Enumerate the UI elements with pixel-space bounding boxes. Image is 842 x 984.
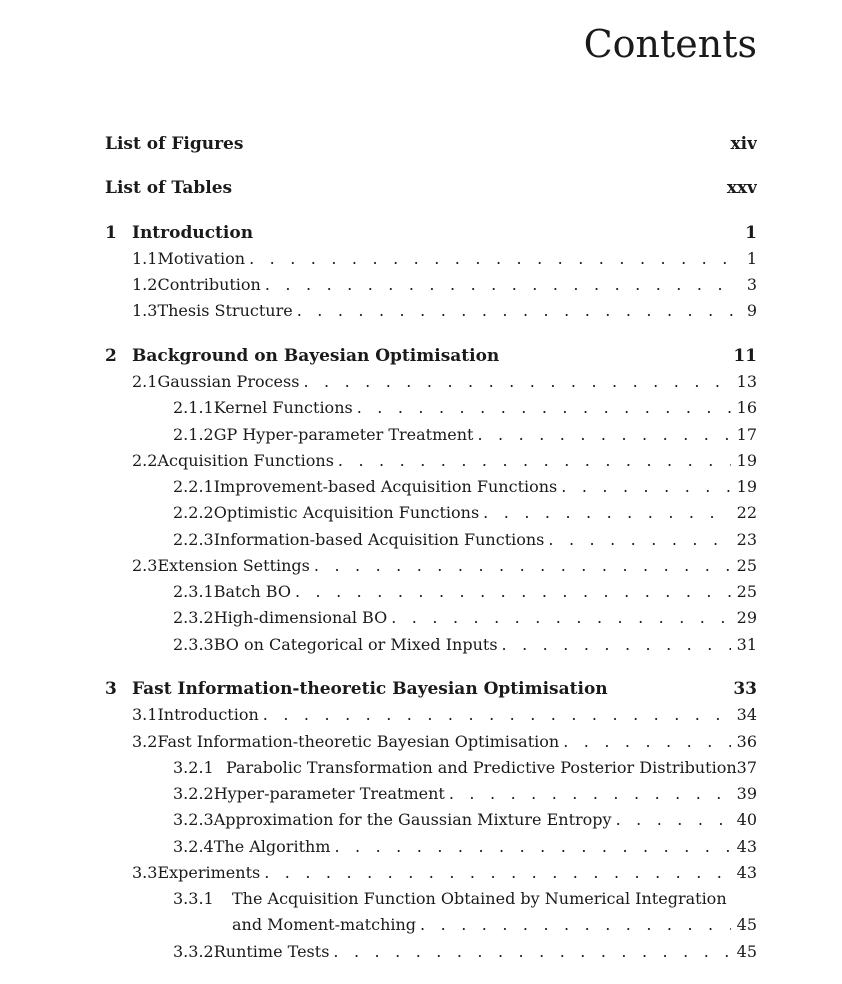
toc-entry-title: Thesis Structure	[157, 301, 293, 320]
toc-entry-number: 1.3	[132, 301, 158, 320]
toc-entry-page: 19	[736, 477, 757, 496]
toc-entry-sub[interactable]	[105, 784, 757, 804]
toc-entry-sec[interactable]	[105, 249, 757, 269]
dot-leader	[563, 732, 730, 752]
toc-entry-number: 3.1	[132, 705, 158, 724]
toc-entry-number: 2.1.1	[173, 398, 214, 417]
dot-leader	[338, 451, 731, 471]
toc-entry-page: 11	[733, 346, 757, 366]
toc-entry-page: 33	[733, 679, 757, 699]
toc-entry-number: 2.2	[132, 451, 158, 470]
toc-entry-sub[interactable]	[105, 889, 757, 909]
toc-entry-number: 3.2	[132, 732, 158, 751]
toc-entry-number: 3.3	[132, 863, 158, 882]
toc-entry-title: Experiments	[157, 863, 261, 882]
toc-entry-number: 3.3.2	[173, 942, 214, 961]
toc-entry-title: Background on Bayesian Optimisation	[132, 346, 500, 366]
toc-entry-page: 40	[736, 810, 757, 829]
toc-entry-page: 19	[736, 451, 757, 470]
toc-entry-number: 1.2	[132, 275, 158, 294]
toc-entry-title: The Algorithm	[213, 837, 331, 856]
dot-leader	[263, 705, 731, 725]
dot-leader	[249, 249, 733, 269]
toc-entry-page: 36	[736, 732, 757, 751]
toc-entry-title: Parabolic Transformation and Predictive Posterior Distribution	[225, 758, 737, 777]
toc-entry-sec[interactable]	[105, 372, 757, 392]
toc-entry-number: 1	[105, 223, 117, 243]
toc-entry-number: 3.2.3	[173, 810, 214, 829]
toc-entry-sub[interactable]	[105, 758, 757, 778]
toc-entry-title: High-dimensional BO	[213, 608, 388, 627]
toc-entry-number: 3.2.4	[173, 837, 214, 856]
toc-entry-sub[interactable]	[105, 398, 757, 418]
toc-entry-page: 43	[736, 863, 757, 882]
toc-entry-sub[interactable]	[105, 530, 757, 550]
toc-entry-title: Batch BO	[213, 582, 291, 601]
toc-entry-number: 2.2.2	[173, 503, 214, 522]
toc-entry-number: 3.2.2	[173, 784, 214, 803]
toc-entry-sub[interactable]	[105, 582, 757, 602]
toc-entry-title: Kernel Functions	[213, 398, 353, 417]
toc-entry-title: Extension Settings	[157, 556, 310, 575]
toc-entry-title: Motivation	[157, 249, 246, 268]
dot-leader	[616, 810, 731, 830]
toc-entry-number: 3	[105, 679, 117, 699]
toc-entry-page: 25	[736, 556, 757, 575]
toc-entry-sec[interactable]	[105, 451, 757, 471]
toc-entry-sub[interactable]	[105, 503, 757, 523]
toc-entry-page: xiv	[730, 134, 757, 154]
toc-entry-title: and Moment-matching	[232, 915, 417, 934]
dot-leader	[548, 530, 730, 550]
toc-entry-number: 2.1	[132, 372, 158, 391]
toc-entry-sub[interactable]	[105, 635, 757, 655]
dot-leader	[483, 503, 730, 523]
toc-entry-page: 9	[746, 301, 757, 320]
toc-entry-page: 29	[736, 608, 757, 627]
toc-entry-chap[interactable]	[105, 346, 757, 366]
toc-entry-number: 3.3.1	[173, 889, 214, 908]
toc-entry-chap[interactable]	[105, 679, 757, 699]
toc-entry-sec[interactable]	[105, 556, 757, 576]
toc-entry-sec[interactable]	[105, 732, 757, 752]
toc-entry-page: 1	[745, 223, 757, 243]
toc-entry-number: 2.3.2	[173, 608, 214, 627]
toc-entry-page: 31	[736, 635, 757, 654]
page-title: Contents	[583, 22, 757, 66]
toc-entry-title: Contribution	[157, 275, 261, 294]
toc-entry-top[interactable]	[105, 178, 757, 198]
toc-entry-title: Fast Information-theoretic Bayesian Optimisation	[157, 732, 560, 751]
toc-entry-sub[interactable]	[105, 425, 757, 445]
dot-leader	[295, 582, 731, 602]
toc-entry-title: The Acquisition Function Obtained by Numerical Integration	[232, 889, 727, 908]
toc-entry-top[interactable]	[105, 134, 757, 154]
toc-entry-sub[interactable]	[105, 837, 757, 857]
toc-entry-title: List of Figures	[105, 134, 244, 154]
dot-leader	[561, 477, 730, 497]
toc-entry-title: Improvement-based Acquisition Functions	[213, 477, 558, 496]
toc-entry-number: 3.2.1	[173, 758, 214, 777]
toc-entry-title: Gaussian Process	[157, 372, 300, 391]
dot-leader	[357, 398, 731, 418]
toc-entry-title: GP Hyper-parameter Treatment	[213, 425, 474, 444]
dot-leader	[314, 556, 731, 576]
toc-entry-page: 22	[736, 503, 757, 522]
toc-entry-title: Acquisition Functions	[157, 451, 334, 470]
dot-leader	[502, 635, 731, 655]
toc-entry-page: xxv	[726, 178, 757, 198]
toc-entry-number: 2.1.2	[173, 425, 214, 444]
toc-entry-cont[interactable]	[105, 915, 757, 935]
toc-entry-sub[interactable]	[105, 810, 757, 830]
toc-entry-sub[interactable]	[105, 942, 757, 962]
dot-leader	[334, 837, 730, 857]
toc-entry-page: 13	[736, 372, 757, 391]
toc-entry-title: Hyper-parameter Treatment	[213, 784, 445, 803]
toc-entry-page: 34	[736, 705, 757, 724]
toc-entry-sec[interactable]	[105, 705, 757, 725]
toc-entry-title: List of Tables	[105, 178, 233, 198]
toc-entry-sec[interactable]	[105, 301, 757, 321]
toc-entry-page: 45	[736, 942, 757, 961]
toc-entry-page: 45	[736, 915, 757, 934]
toc-entry-sec[interactable]	[105, 863, 757, 883]
toc-entry-sub[interactable]	[105, 477, 757, 497]
toc-entry-title: Runtime Tests	[213, 942, 330, 961]
toc-entry-page: 39	[736, 784, 757, 803]
toc-entry-number: 2.3.3	[173, 635, 214, 654]
toc-entry-page: 23	[736, 530, 757, 549]
toc-entry-page: 16	[736, 398, 757, 417]
toc-entry-title: Fast Information-theoretic Bayesian Optimisation	[132, 679, 608, 699]
toc-entry-title: Introduction	[157, 705, 259, 724]
toc-entry-title: Approximation for the Gaussian Mixture Entropy	[213, 810, 612, 829]
dot-leader	[264, 863, 730, 883]
toc-entry-sub[interactable]	[105, 608, 757, 628]
toc-entry-number: 1.1	[132, 249, 158, 268]
toc-entry-number: 2.2.1	[173, 477, 214, 496]
toc-entry-number: 2	[105, 346, 117, 366]
toc-entry-page: 37	[736, 758, 757, 777]
dot-leader	[333, 942, 730, 962]
toc-entry-title: Introduction	[132, 223, 254, 243]
dot-leader	[265, 275, 733, 295]
toc-entry-page: 3	[746, 275, 757, 294]
dot-leader	[391, 608, 730, 628]
toc-entry-page: 25	[736, 582, 757, 601]
toc-entry-page: 43	[736, 837, 757, 856]
dot-leader	[477, 425, 730, 445]
dot-leader	[303, 372, 730, 392]
toc-entry-number: 2.3.1	[173, 582, 214, 601]
dot-leader	[297, 301, 733, 321]
dot-leader	[420, 915, 731, 935]
dot-leader	[449, 784, 731, 804]
toc-entry-chap[interactable]	[105, 223, 757, 243]
toc-entry-title: Information-based Acquisition Functions	[213, 530, 545, 549]
toc-entry-number: 2.2.3	[173, 530, 214, 549]
toc-entry-page: 1	[746, 249, 757, 268]
toc-entry-page: 17	[736, 425, 757, 444]
toc-entry-number: 2.3	[132, 556, 158, 575]
toc-entry-title: BO on Categorical or Mixed Inputs	[213, 635, 498, 654]
toc-entry-title: Optimistic Acquisition Functions	[213, 503, 480, 522]
toc-entry-sec[interactable]	[105, 275, 757, 295]
